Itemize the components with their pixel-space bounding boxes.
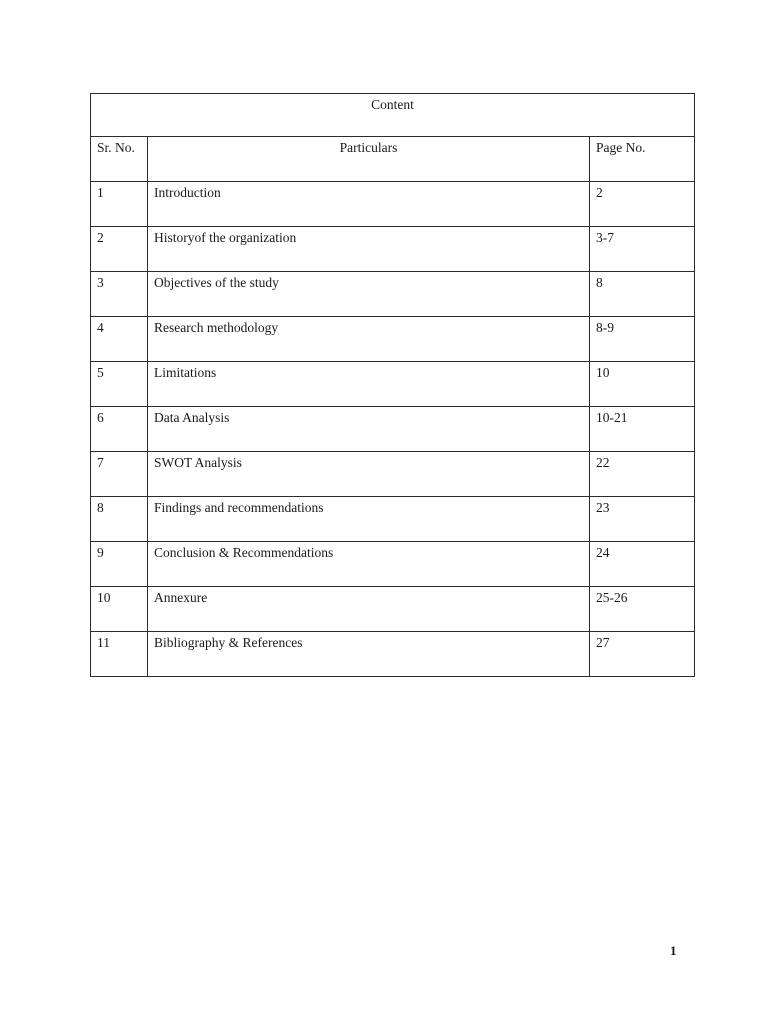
table-row — [91, 317, 695, 362]
row-page: 2 — [590, 182, 695, 227]
row-sr: 7 — [91, 452, 148, 497]
row-particular: Annexure — [148, 587, 590, 632]
row-particular: Conclusion & Recommendations — [148, 542, 590, 587]
table-row — [91, 632, 695, 677]
row-sr: 11 — [91, 632, 148, 677]
toc-title-row — [91, 94, 695, 137]
header-sr-no: Sr. No. — [91, 137, 148, 182]
row-particular: Introduction — [148, 182, 590, 227]
header-particulars: Particulars — [148, 137, 590, 182]
table-row — [91, 227, 695, 272]
row-sr: 8 — [91, 497, 148, 542]
row-page: 25-26 — [590, 587, 695, 632]
row-sr: 5 — [91, 362, 148, 407]
row-particular: Historyof the organization — [148, 227, 590, 272]
table-row — [91, 272, 695, 317]
row-sr: 10 — [91, 587, 148, 632]
table-row — [91, 542, 695, 587]
table-row — [91, 362, 695, 407]
row-particular: Research methodology — [148, 317, 590, 362]
table-row — [91, 497, 695, 542]
toc-header-row — [91, 137, 695, 182]
row-page: 8-9 — [590, 317, 695, 362]
table-row — [91, 182, 695, 227]
row-particular: Objectives of the study — [148, 272, 590, 317]
table-row — [91, 407, 695, 452]
row-page: 10 — [590, 362, 695, 407]
row-particular: Findings and recommendations — [148, 497, 590, 542]
row-particular: SWOT Analysis — [148, 452, 590, 497]
row-particular: Bibliography & References — [148, 632, 590, 677]
page-number: 1 — [670, 943, 677, 958]
row-page: 10-21 — [590, 407, 695, 452]
row-sr: 9 — [91, 542, 148, 587]
row-page: 8 — [590, 272, 695, 317]
row-sr: 4 — [91, 317, 148, 362]
row-page: 24 — [590, 542, 695, 587]
row-particular: Limitations — [148, 362, 590, 407]
table-of-contents — [90, 93, 695, 677]
row-sr: 6 — [91, 407, 148, 452]
table-row — [91, 452, 695, 497]
table-row — [91, 587, 695, 632]
row-sr: 1 — [91, 182, 148, 227]
toc-title: Content — [91, 94, 695, 137]
row-page: 3-7 — [590, 227, 695, 272]
row-sr: 3 — [91, 272, 148, 317]
row-page: 23 — [590, 497, 695, 542]
row-page: 27 — [590, 632, 695, 677]
header-page-no: Page No. — [590, 137, 695, 182]
row-particular: Data Analysis — [148, 407, 590, 452]
row-sr: 2 — [91, 227, 148, 272]
row-page: 22 — [590, 452, 695, 497]
